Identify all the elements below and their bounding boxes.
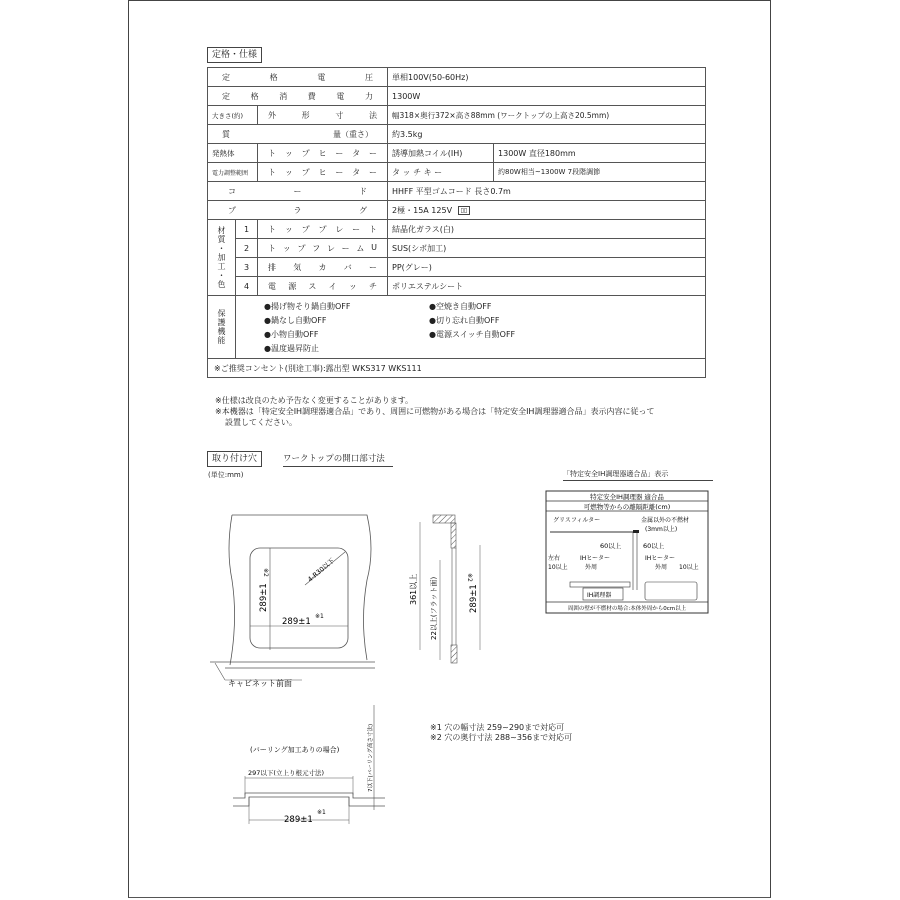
material-label: 電 源 ス イ ッ チ	[268, 281, 378, 291]
side-min-depth: 361以上	[409, 573, 418, 605]
plug-symbol-icon: ▯▯	[458, 206, 471, 215]
plan-width-dim: 289±1	[282, 617, 311, 627]
protection-item: ●温度過昇防止	[264, 343, 319, 353]
material-row	[208, 277, 706, 296]
plan-depth-dim: 289±1	[259, 583, 269, 612]
spec-value: 誘導加熱コイル(IH)	[388, 144, 494, 163]
material-value: PP(グレー)	[388, 258, 706, 277]
spec-label: 質 量（重さ）	[222, 129, 374, 139]
spec-value: 幅318×奥行372×高さ88mm (ワークトップの上高さ20.5mm)	[388, 106, 706, 125]
spec-value: タ ッ チ キ ー	[388, 163, 494, 182]
spec-row-power-range	[208, 163, 706, 182]
footnote: ※1 穴の幅寸法 259~290まで対応可	[430, 723, 565, 732]
heater-outer-label-2: IHヒーター	[645, 555, 676, 562]
burring-title: (バーリング加工ありの場合)	[250, 746, 340, 754]
non-metal-size: (3mm以上)	[645, 526, 678, 533]
grease-filter-label: グリスフィルター	[553, 517, 601, 524]
material-no: 1	[236, 220, 258, 239]
spec-value-2: 約80W相当~1300W 7段階調節	[494, 163, 706, 182]
material-value: 結晶化ガラス(白)	[388, 220, 706, 239]
spec-group: 大きさ(約)	[208, 106, 258, 125]
spec-row-voltage	[208, 68, 706, 87]
protection-item: ●空焼き自動OFF	[429, 301, 492, 311]
protection-row	[208, 296, 706, 359]
spec-value: 2極・15A 125V ▯▯	[388, 201, 706, 220]
material-label: 排 気 カ バ ー	[268, 262, 377, 272]
material-value: SUS(シボ加工)	[388, 239, 706, 258]
spec-label: コ ー ド	[228, 186, 367, 196]
side-flat-face: 22以上(フラット面)	[430, 576, 438, 640]
spec-label: プ ラ グ	[228, 205, 367, 215]
safety-header-2: 可燃物等からの離隔距離(cm)	[583, 503, 671, 511]
spec-value: 約3.5kg	[388, 125, 706, 144]
protection-list	[236, 298, 705, 357]
note-line: ※本機器は「特定安全IH調理器適合品」であり、周囲に可燃物がある場合は「特定安全IH調理器適合品」表示内容に従って	[215, 407, 655, 416]
spec-label: ト ッ プ ヒ ー タ ー	[268, 148, 377, 158]
ih-cooker-label: IH調理器	[587, 592, 612, 599]
plan-width-note: ※1	[315, 613, 324, 620]
spec-value-2: 1300W 直径180mm	[494, 144, 706, 163]
protection-item: ●揚げ物そり鍋自動OFF	[264, 301, 351, 311]
spec-row-dimensions	[208, 106, 706, 125]
spec-table	[207, 67, 706, 378]
mount-footnotes	[430, 723, 572, 743]
side-depth-note: ※2	[466, 573, 473, 582]
lr-label: 左右	[548, 555, 561, 562]
cabinet-front-label: キャビネット前面	[228, 679, 292, 688]
corner-radius-label: 4-R30以下	[306, 556, 337, 584]
spec-section-title: 定格・仕様	[207, 47, 262, 63]
spec-row-power	[208, 87, 706, 106]
plan-view-diagram	[200, 500, 390, 700]
spec-value: 単相100V(50-60Hz)	[388, 68, 706, 87]
mount-subtitle: ワークトップの開口部寸法	[283, 454, 393, 467]
material-no: 2	[236, 239, 258, 258]
spec-label: ト ッ プ ヒ ー タ ー	[268, 167, 377, 177]
safety-header-1: 特定安全IH調理器 適合品	[590, 493, 664, 501]
non-metal-label: 金属以外の不燃材	[641, 517, 690, 524]
safety-label-caption: 「特定安全IH調理器適合品」表示	[563, 469, 713, 481]
material-value: ポリエステルシート	[388, 277, 706, 296]
burring-top-dim: 297以下(立上り根元寸法)	[248, 769, 324, 777]
heater-outer-label-1: IHヒーター	[580, 555, 611, 562]
materials-group: 材質・加工・色	[208, 220, 236, 296]
side-depth-dim: 289±1	[469, 584, 479, 613]
protection-item: ●鍋なし自動OFF	[264, 315, 327, 325]
unit-label: (単位:mm)	[208, 471, 244, 479]
lr-value: 10以上	[548, 564, 568, 571]
spec-row-heater	[208, 144, 706, 163]
plan-depth-note: ※2	[262, 568, 269, 577]
protection-item: ●切り忘れ自動OFF	[429, 315, 500, 325]
note-line: 設置してください。	[225, 418, 297, 427]
spec-label: 定 格 消 費 電 力	[222, 91, 373, 101]
burring-bottom-note: ※1	[317, 809, 326, 816]
rear-clearance: 10以上	[679, 564, 699, 571]
protection-item: ●電源スイッチ自動OFF	[429, 329, 516, 339]
note-line: ※仕様は改良のため予告なく変更することがあります。	[215, 396, 414, 405]
heater-outer-label-2b: 外周	[655, 564, 668, 571]
burring-diagram	[200, 700, 400, 830]
material-label: ト ッ プ プ レ ー ト	[268, 224, 377, 234]
outlet-row	[208, 359, 706, 378]
outlet-note: ※ご推奨コンセント(別途工事):露出型 WKS317 WKS111	[208, 359, 706, 378]
material-row	[208, 258, 706, 277]
material-row	[208, 239, 706, 258]
material-label: ト ッ プ フ レ ー ム U	[268, 242, 377, 253]
spec-row-weight	[208, 125, 706, 144]
mount-section-title: 取り付け穴	[207, 451, 262, 467]
safety-label-diagram	[545, 490, 710, 615]
protection-item: ●小物自動OFF	[264, 329, 319, 339]
safety-footer: 周囲の壁が不燃材の場合:本体外周から0cm以上	[567, 606, 687, 612]
material-no: 3	[236, 258, 258, 277]
side-view-diagram	[400, 505, 500, 675]
spec-value: HHFF 平型ゴムコード 長さ0.7m	[388, 182, 706, 201]
burring-height-dim: 7以下(バーリング高さ寸法)	[368, 723, 374, 792]
spec-row-cord	[208, 182, 706, 201]
burring-bottom-dim: 289±1	[284, 815, 313, 825]
spec-group: 発熱体	[208, 144, 258, 163]
footnote: ※2 穴の奥行寸法 288~356まで対応可	[430, 733, 573, 742]
spec-value: 1300W	[388, 87, 706, 106]
spec-label: 定 格 電 圧	[222, 72, 374, 82]
material-row	[208, 220, 706, 239]
above-clearance-1: 60以上	[600, 542, 622, 550]
spec-row-plug	[208, 201, 706, 220]
material-no: 4	[236, 277, 258, 296]
notes	[215, 395, 654, 428]
protection-group: 保護機能	[208, 296, 236, 359]
spec-label: 外 形 寸 法	[268, 110, 378, 120]
heater-outer-label-1b: 外周	[585, 564, 598, 571]
above-clearance-2: 60以上	[643, 542, 665, 550]
spec-group: 電力調整範囲	[208, 163, 258, 182]
